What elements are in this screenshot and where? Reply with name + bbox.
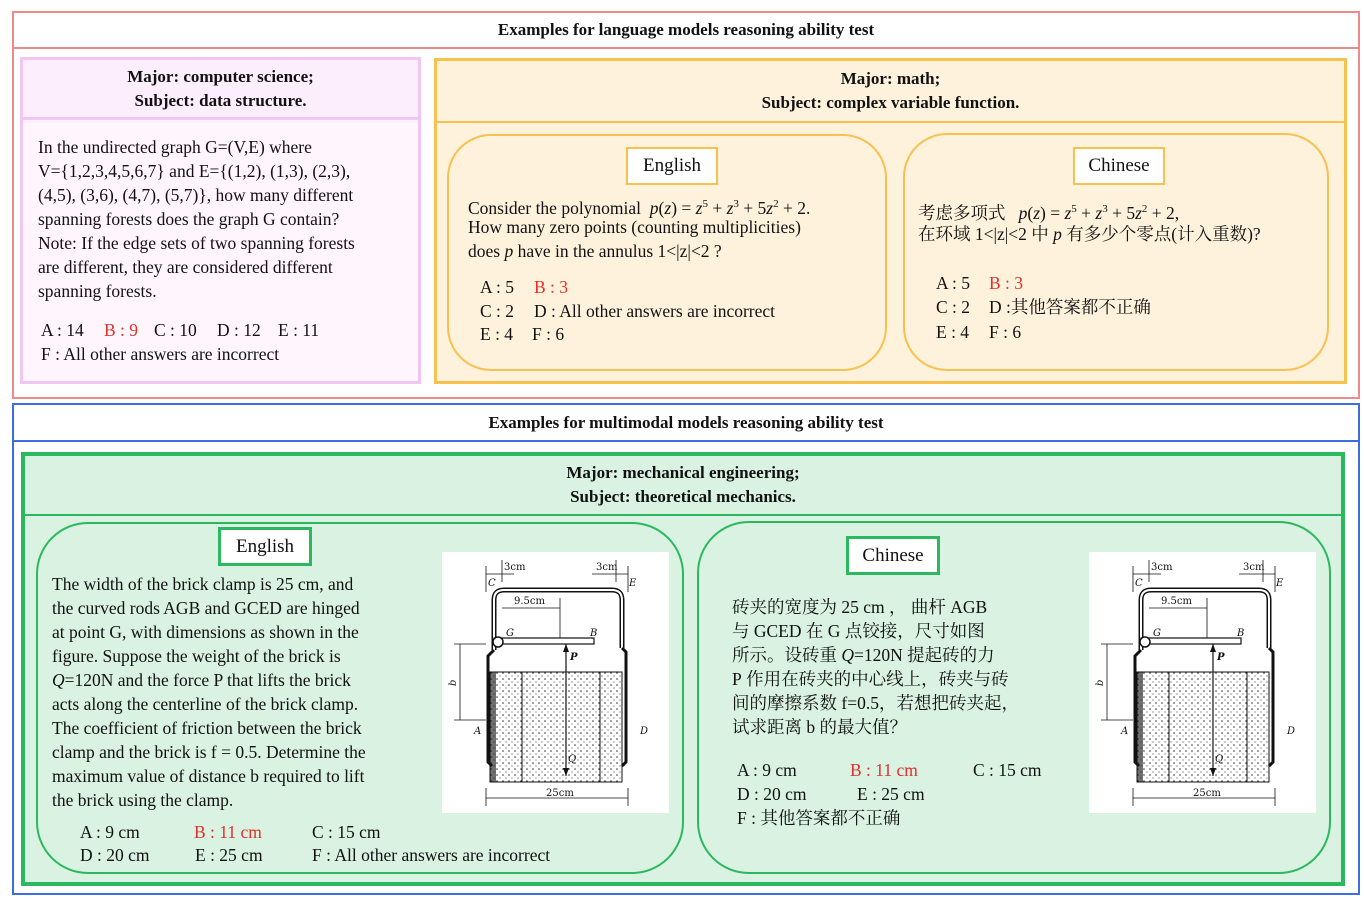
math-zh-option-c: C : 2: [936, 297, 971, 317]
mech-subject: Subject: theoretical mechanics.: [570, 487, 796, 506]
mech-en-line: clamp and the brick is f = 0.5. Determine the: [52, 742, 366, 762]
mech-zh-line: 与 GCED 在 G 点铰接，尺寸如图: [732, 621, 985, 641]
mech-en-option-e: E : 25 cm: [195, 845, 263, 865]
label-c: C: [488, 578, 496, 589]
dim-9-5cm: 9.5cm: [514, 596, 545, 607]
math-english-line3-p: p: [504, 241, 514, 261]
mech-chinese-question: [732, 595, 1072, 739]
math-en-option-f: F : 6: [532, 324, 565, 344]
mech-zh-option-f: F : 其他答案都不正确: [737, 808, 901, 828]
label-b-dim-zh: b: [1095, 679, 1106, 686]
mech-en-line-q: [52, 668, 425, 692]
cs-subject: Subject: data structure.: [134, 90, 307, 110]
math-chinese-line1: 考虑多项式 $p(z) = z^5 + z^3 + 5z^2 + 2$,: [918, 202, 1180, 223]
mech-en-option-b-correct: B : 11 cm: [194, 822, 262, 842]
label-d: D: [640, 726, 649, 737]
math-chinese-tag: Chinese: [1073, 147, 1165, 185]
cs-question-line: V={1,2,3,4,5,6,7} and E={(1,2), (1,3), (2,3),: [38, 161, 351, 181]
label-d-zh: D: [1287, 726, 1296, 737]
cs-question-line: In the undirected graph G=(V,E) where: [38, 137, 312, 157]
cs-option-c: C : 10: [154, 320, 197, 340]
mech-en-line-q-text: =120N and the force P that lifts the brick: [64, 670, 351, 690]
math-zh-option-e: E : 4: [936, 322, 970, 342]
mech-zh-line: 砖夹的宽度为 25 cm ， 曲杆 AGB: [732, 597, 988, 617]
math-english-line1: Consider the polynomial $p(z) = z^5 + z^3 + 5z^2 + 2$.: [468, 197, 811, 218]
cs-panel-header: [23, 60, 418, 120]
q-symbol-zh: Q: [841, 645, 855, 665]
math-en-option-a: A : 5: [480, 277, 515, 297]
mech-en-option-a: A : 9 cm: [80, 822, 140, 842]
multimodal-section-title: Examples for multimodal models reasoning ability test: [14, 405, 1358, 442]
cs-major: Major: computer science;: [127, 66, 314, 86]
mech-zh-line-p-text: 作用在砖夹的中心线上，砖夹与砖: [746, 669, 1009, 689]
mech-zh-line: 试求距离 b 的最大值？: [732, 717, 907, 737]
cs-question-line: (4,5), (3,6), (4,7), (5,7)}, how many different: [38, 185, 354, 205]
dim-9-5cm-zh: 9.5cm: [1161, 596, 1192, 607]
math-chinese-line2-a: 在环域 1<|z|<2 中: [918, 224, 1049, 244]
cs-option-d: D : 12: [217, 320, 261, 340]
mech-en-line: The width of the brick clamp is 25 cm, and: [52, 574, 354, 594]
math-chinese-line2: [918, 222, 1261, 246]
math-en-option-e: E : 4: [480, 324, 514, 344]
mech-zh-option-d: D : 20 cm: [737, 784, 807, 804]
mech-panel-header: [25, 456, 1341, 516]
math-en-option-b-correct: B : 3: [534, 277, 569, 297]
math-chinese-line2-c: 有多少个零点(计入重数)?: [1066, 224, 1261, 244]
label-p: P: [570, 652, 578, 663]
label-g-zh: G: [1153, 628, 1161, 639]
label-b-zh: B: [1237, 628, 1245, 639]
brick-clamp-diagram-zh: [1089, 552, 1316, 813]
math-chinese-line2-p: p: [1053, 224, 1062, 244]
mech-zh-option-c: C : 15 cm: [973, 760, 1042, 780]
math-english-line2: How many zero points (counting multiplicities): [468, 217, 801, 237]
mech-zh-option-e: E : 25 cm: [857, 784, 925, 804]
label-b-dim: b: [448, 679, 459, 686]
mech-zh-line-q-b: =120N 提起砖的力: [854, 645, 995, 665]
brick-clamp-diagram: [442, 552, 669, 813]
mech-major: Major: mechanical engineering;: [566, 463, 800, 482]
math-english-line3: [468, 239, 722, 263]
cs-question-line: spanning forests.: [38, 281, 157, 301]
dim-3cm-left: 3cm: [504, 562, 526, 573]
label-p-zh: P: [1217, 652, 1225, 663]
math-zh-option-b-correct: B : 3: [989, 273, 1024, 293]
mech-en-line: at point G, with dimensions as shown in the: [52, 622, 359, 642]
math-polynomial-formula: p: [645, 197, 659, 218]
math-english-line1-text: Consider the polynomial: [468, 197, 642, 218]
dim-25cm-zh: 25cm: [1193, 788, 1221, 799]
math-major: Major: math;: [840, 69, 941, 88]
brick-clamp-figure-zh: [1089, 552, 1316, 813]
mech-en-line: The coefficient of friction between the brick: [52, 718, 362, 738]
label-q: Q: [568, 754, 577, 765]
math-zh-option-a: A : 5: [936, 273, 971, 293]
math-en-option-d: D : All other answers are incorrect: [534, 301, 776, 321]
mech-english-tag: English: [218, 527, 312, 566]
cs-question-line: spanning forests does the graph G contain?: [38, 209, 340, 229]
cs-option-b-correct: B : 9: [104, 320, 139, 340]
mech-zh-line-p: [732, 667, 1072, 691]
mech-zh-line-p-prefix: P: [732, 669, 742, 689]
cs-option-e: E : 11: [278, 320, 320, 340]
mech-en-option-d: D : 20 cm: [80, 845, 150, 865]
math-english-tag: English: [626, 147, 718, 185]
mech-en-line: figure. Suppose the weight of the brick is: [52, 646, 341, 666]
mech-zh-line: 间的摩擦系数 f=0.5，若想把砖夹起，: [732, 693, 1019, 713]
math-en-option-c: C : 2: [480, 301, 515, 321]
mech-zh-option-a: A : 9 cm: [737, 760, 797, 780]
dim-3cm-left-zh: 3cm: [1151, 562, 1173, 573]
mech-zh-line-q-a: 所示。设砖重: [732, 645, 837, 665]
mech-zh-option-b-correct: B : 11 cm: [850, 760, 918, 780]
brick-clamp-figure-en: [442, 552, 669, 813]
label-a: A: [474, 726, 482, 737]
mech-en-line: acts along the centerline of the brick clamp.: [52, 694, 359, 714]
dim-25cm: 25cm: [546, 788, 574, 799]
math-subject: Subject: complex variable function.: [761, 93, 1020, 112]
mech-zh-line-q: [732, 643, 1072, 667]
math-english-line3-c: have in the annulus 1<|z|<2 ?: [517, 241, 722, 261]
label-c-zh: C: [1135, 578, 1143, 589]
mech-english-question: [52, 572, 425, 812]
math-zh-option-f: F : 6: [989, 322, 1022, 342]
cs-question-line: Note: If the edge sets of two spanning forests: [38, 233, 355, 253]
q-symbol: Q: [52, 670, 65, 690]
mech-en-line: the curved rods AGB and GCED are hinged: [52, 598, 360, 618]
mech-en-line: the brick using the clamp.: [52, 790, 234, 810]
dim-3cm-right: 3cm: [596, 562, 618, 573]
cs-question-line: are different, they are considered different: [38, 257, 333, 277]
dim-3cm-right-zh: 3cm: [1243, 562, 1265, 573]
mech-chinese-tag: Chinese: [846, 536, 940, 575]
label-g: G: [506, 628, 514, 639]
label-q-zh: Q: [1215, 754, 1224, 765]
math-panel-header: [437, 61, 1344, 123]
cs-question: [38, 135, 416, 303]
label-b: B: [590, 628, 598, 639]
label-a-zh: A: [1121, 726, 1129, 737]
cs-option-f: F : All other answers are incorrect: [41, 344, 280, 364]
math-chinese-formula: p: [1009, 202, 1028, 223]
mech-en-option-c: C : 15 cm: [312, 822, 381, 842]
math-chinese-line1-text: 考虑多项式: [918, 202, 1006, 223]
math-zh-option-d: D :其他答案都不正确: [989, 297, 1151, 317]
cs-option-a: A : 14: [41, 320, 84, 340]
label-e-zh: E: [1276, 578, 1284, 589]
math-english-line3-a: does: [468, 241, 501, 261]
language-section-title: Examples for language models reasoning ability test: [14, 13, 1358, 49]
mech-en-line: maximum value of distance b required to lift: [52, 766, 365, 786]
mech-en-option-f: F : All other answers are incorrect: [312, 845, 551, 865]
label-e: E: [629, 578, 637, 589]
